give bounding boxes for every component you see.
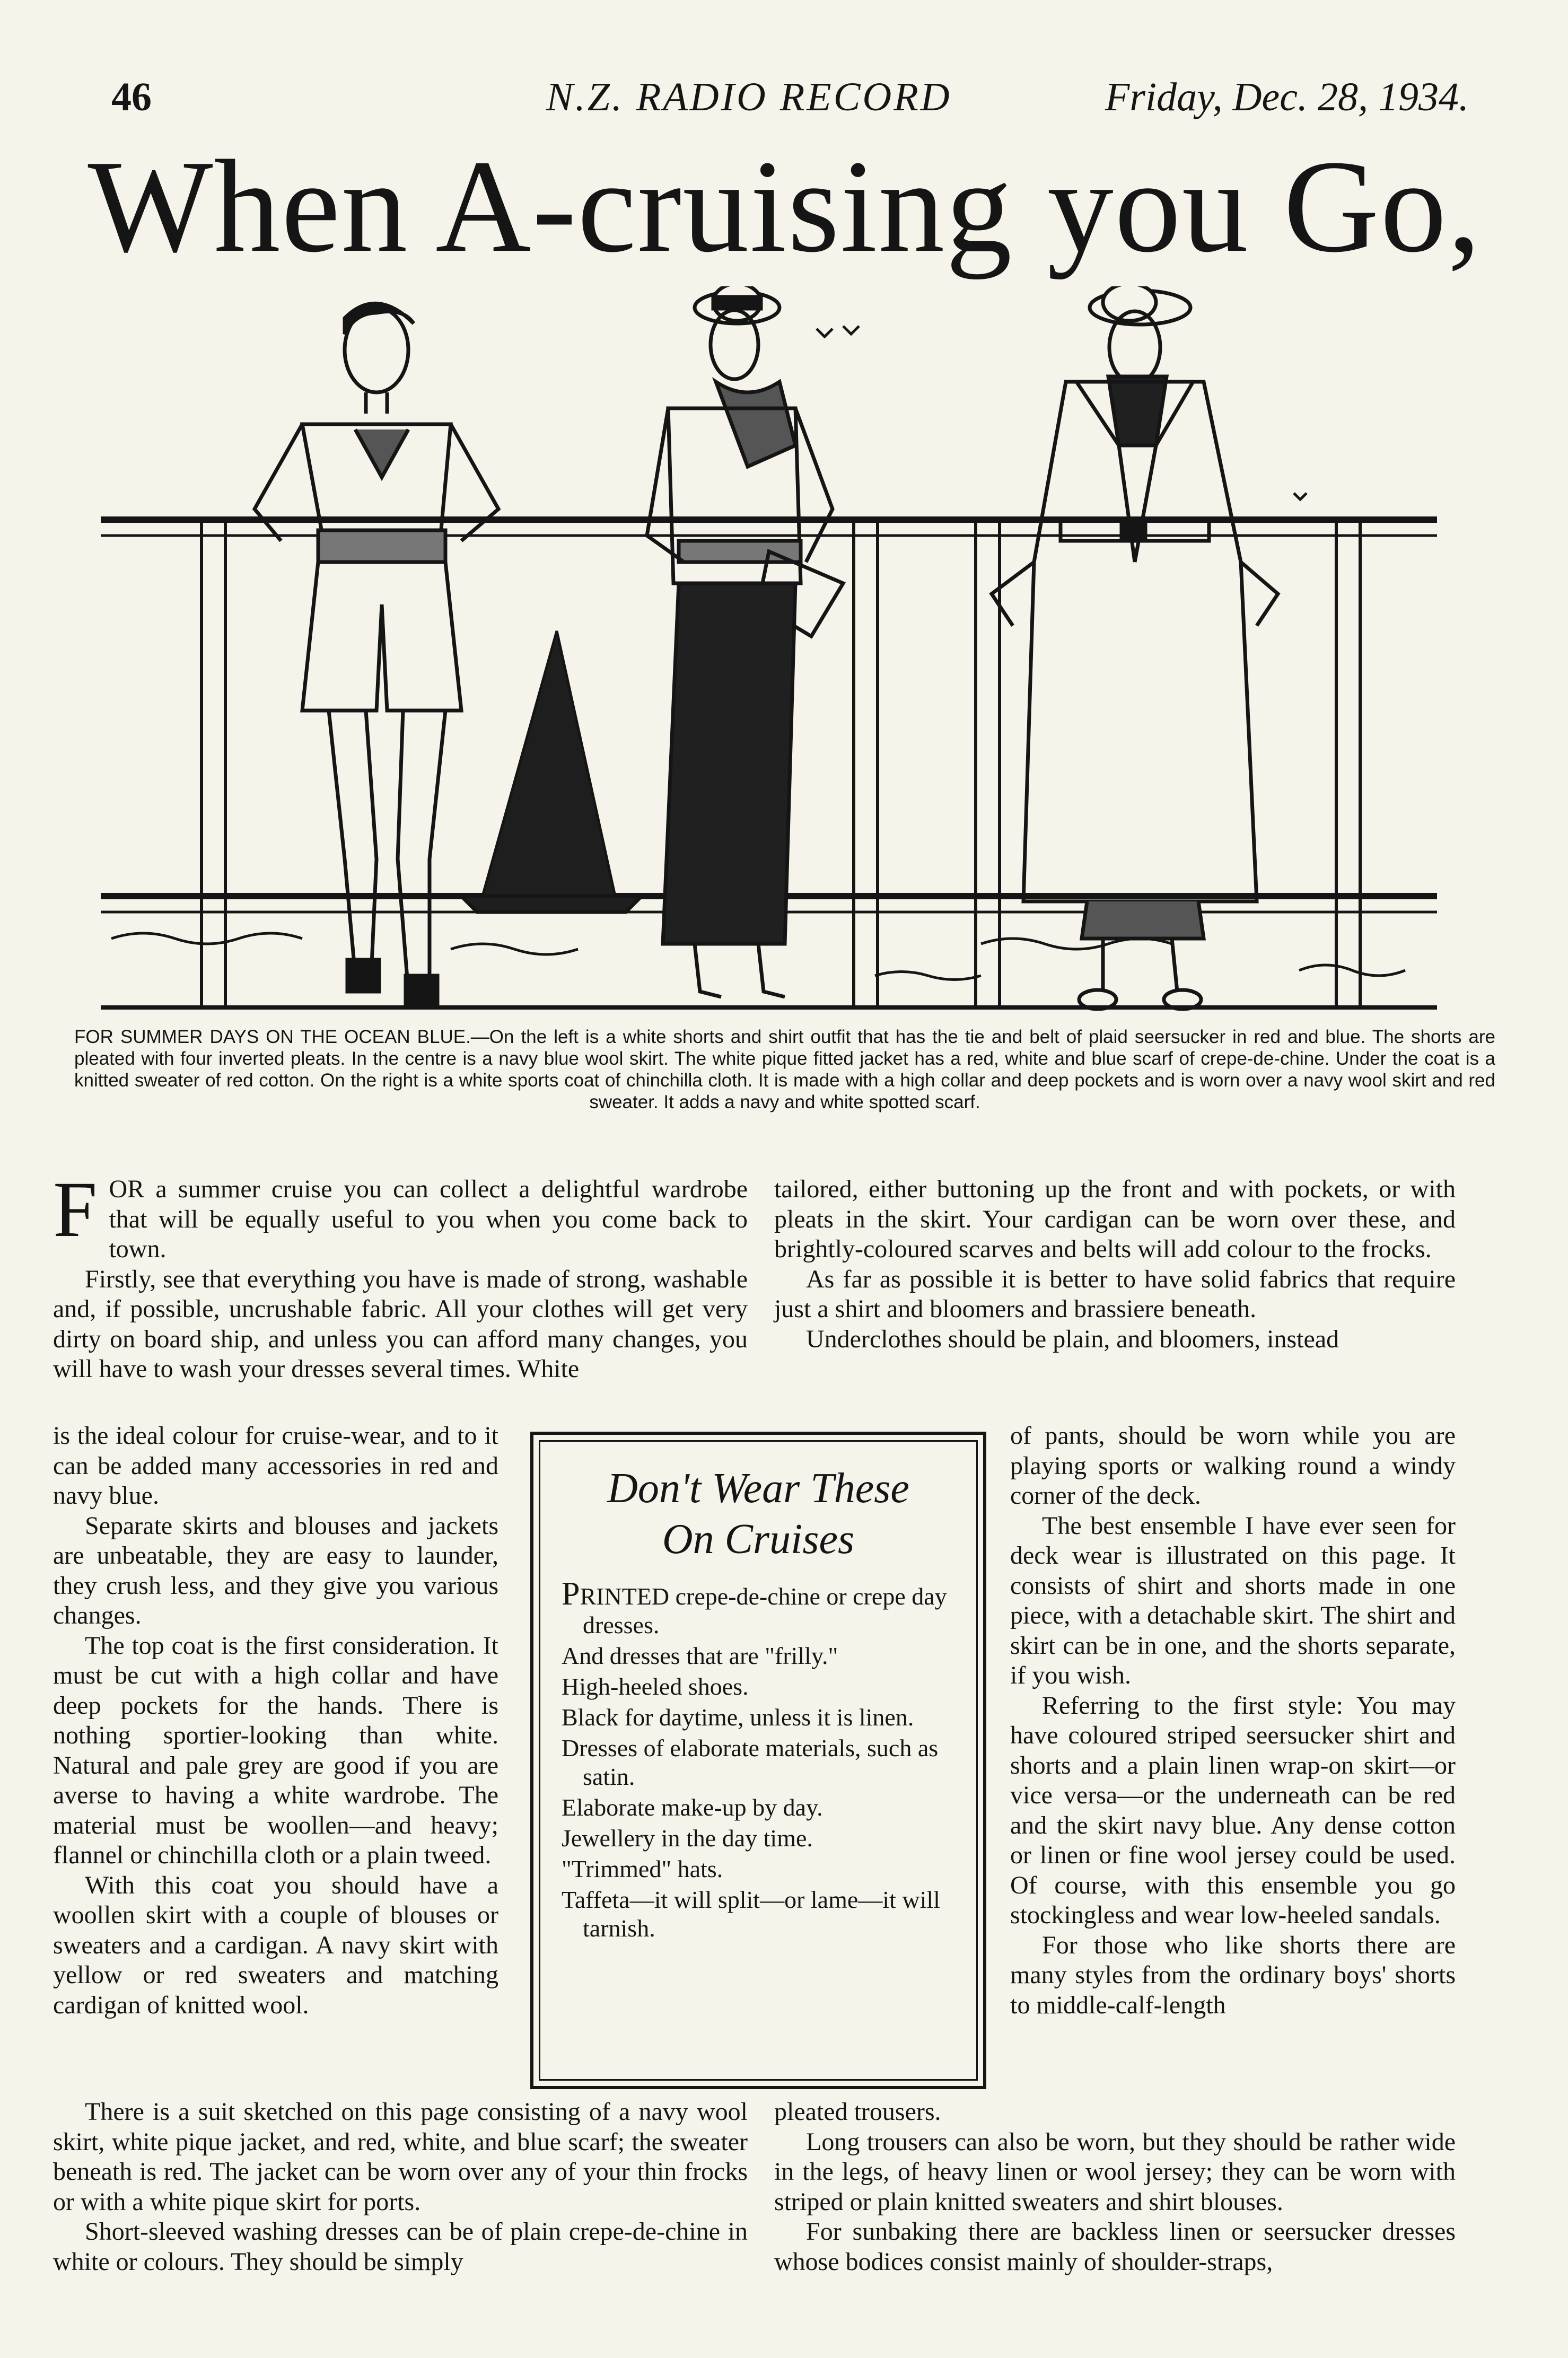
article-column-left-bottom <box>53 2097 748 2277</box>
drop-cap: F <box>53 1165 98 1253</box>
paragraph: The top coat is the first consideration. It must be cut with a high collar and have deep pockets for the hands. There is nothing sportier-looking than white. Natural and pale grey are good if you are averse to having a white wardrobe. The material must be woollen—and heavy; flannel or chinchilla cloth or a plain tweed. <box>53 1631 498 1869</box>
paragraph: For those who like shorts there are many styles from the ordinary boys' shorts to middle-calf-length <box>1010 1931 1456 2019</box>
sidebar-item: Black for daytime, unless it is linen. <box>562 1704 914 1731</box>
paragraph: As far as possible it is better to have solid fabrics that require just a shirt and bloomers and brassiere beneath. <box>774 1265 1456 1323</box>
fashion-illustration <box>80 286 1458 1018</box>
figure-right-sports-coat <box>992 286 1278 1009</box>
headline: When A-cruising you Go, <box>87 133 1482 280</box>
sidebar-item: Taffeta—it will split—or lame—it will tarnish. <box>562 1886 940 1942</box>
sidebar-item: High-heeled shoes. <box>562 1673 749 1700</box>
paragraph: Firstly, see that everything you have is made of strong, washable and, if possible, uncrushable fabric. All your clothes will get very dirty on board ship, and unless you can afford many changes, you will have to wash your dresses several times. White <box>53 1265 748 1383</box>
sidebar-item: Jewellery in the day time. <box>562 1825 813 1852</box>
illustration-caption: FOR SUMMER DAYS ON THE OCEAN BLUE.—On the left is a white shorts and shirt outfit that has the tie and belt of plaid seersucker in red and blue. The shorts are pleated with four inverted pleats. In the centre is a navy blue wool skirt. The white pique fitted jacket has a red, white and blue scarf of crepe-de-chine. Under the coat is a knitted sweater of red cotton. On the right is a white sports coat of chinchilla cloth. It is made with a high collar and deep pockets and is worn over a navy wool skirt and red sweater. It adds a navy and white spotted scarf. <box>74 1027 1495 1112</box>
sidebar-title <box>562 1463 955 1565</box>
paragraph: tailored, either buttoning up the front and with pockets, or with pleats in the skirt. Your cardigan can be worn over these, and brightly-coloured scarves and belts will add colour to the frocks. <box>774 1175 1456 1263</box>
page-header <box>80 74 1469 133</box>
paragraph: Separate skirts and blouses and jackets are unbeatable, they are easy to launder, they crush less, and they give you various changes. <box>53 1511 498 1629</box>
paragraph: The best ensemble I have ever seen for deck wear is illustrated on this page. It consists of shirt and shorts made in one piece, with a detachable skirt. The shirt and skirt can be in one, and the shorts separate, if you wish. <box>1010 1511 1456 1689</box>
figure-centre-navy-skirt <box>647 286 843 997</box>
figure-left-shorts-outfit <box>255 303 498 1007</box>
article-column-right-narrow <box>1010 1421 1456 2020</box>
paragraph: OR a summer cruise you can collect a delightful wardrobe that will be equally useful to you when you come back to town. <box>109 1175 748 1263</box>
publication-name: N.Z. RADIO RECORD <box>546 75 952 119</box>
issue-date: Friday, Dec. 28, 1934. <box>1105 75 1469 119</box>
article-column-right-top <box>774 1174 1456 1354</box>
paragraph: Long trousers can also be worn, but they should be rather wide in the legs, of heavy linen or wool jersey; they can be worn with striped or plain knitted sweaters and shirt blouses. <box>774 2127 1456 2216</box>
sidebar-title-line: Don't Wear These <box>607 1465 909 1512</box>
paragraph: For sunbaking there are backless linen or seersucker dresses whose bodices consist mainly of shoulder-straps, <box>774 2217 1456 2276</box>
sidebar-list <box>562 1576 955 1943</box>
sidebar-item: Elaborate make-up by day. <box>562 1794 823 1821</box>
paragraph: There is a suit sketched on this page consisting of a navy wool skirt, white pique jacket, and red, white, and blue scarf; the sweater beneath is red. The jacket can be worn over any of your thin frocks or with a white pique skirt for ports. <box>53 2098 748 2216</box>
paragraph: pleated trousers. <box>774 2098 941 2126</box>
page-number: 46 <box>111 75 152 119</box>
sidebar-box <box>530 1432 986 2089</box>
paragraph: Underclothes should be plain, and bloomers, instead <box>806 1325 1339 1353</box>
article-column-right-bottom <box>774 2097 1456 2277</box>
paragraph: Short-sleeved washing dresses can be of plain crepe-de-chine in white or colours. They should be simply <box>53 2217 748 2276</box>
paragraph: With this coat you should have a woollen skirt with a couple of blouses or sweaters and a cardigan. A navy skirt with yellow or red sweaters and matching cardigan of knitted wool. <box>53 1871 498 2019</box>
paragraph: is the ideal colour for cruise-wear, and to it can be added many accessories in red and navy blue. <box>53 1422 498 1510</box>
article-column-left-narrow <box>53 1421 498 2020</box>
paragraph: Referring to the first style: You may have coloured striped seersucker shirt and shorts and a plain linen wrap-on skirt—or vice versa—or the underneath can be red and the skirt navy blue. Any dense cotton or linen or fine wool jersey could be used. Of course, with this ensemble you go stockingless and wear low-heeled sandals. <box>1010 1691 1456 1929</box>
sidebar-item: And dresses that are "frilly." <box>562 1642 838 1669</box>
sidebar-title-line: On Cruises <box>662 1516 855 1563</box>
sailboat <box>461 631 642 912</box>
sidebar-item: "Trimmed" hats. <box>562 1855 723 1882</box>
article-column-left-top <box>53 1165 748 1384</box>
sidebar-item: Dresses of elaborate materials, such as satin. <box>562 1734 939 1790</box>
sidebar-item: PRINTED crepe-de-chine or crepe day dresses. <box>562 1576 947 1638</box>
paragraph: of pants, should be worn while you are playing sports or walking round a windy corner of the deck. <box>1010 1422 1456 1510</box>
